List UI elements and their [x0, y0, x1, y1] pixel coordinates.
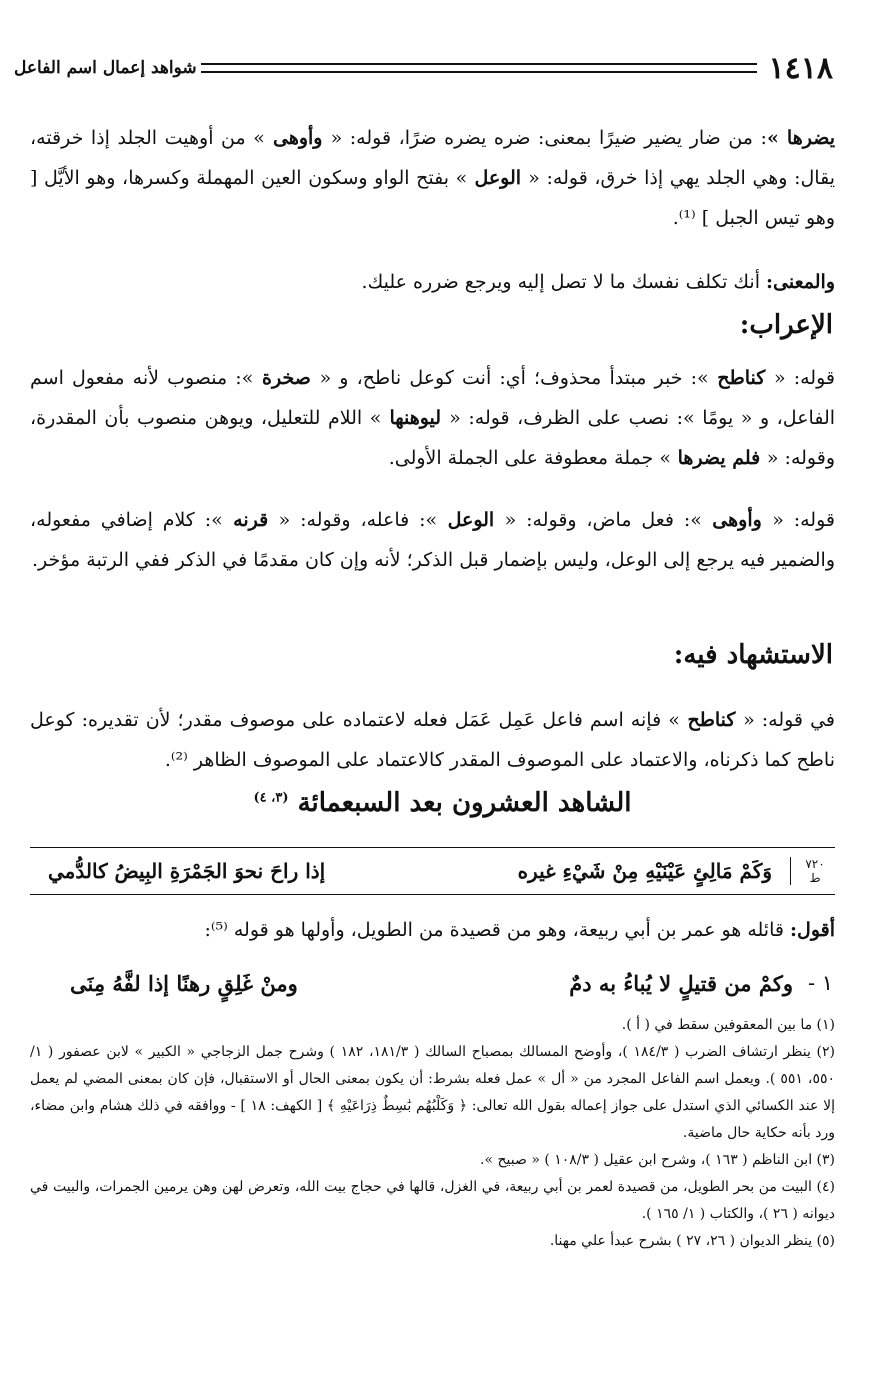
term: الوعل — [467, 167, 529, 189]
header-rule — [201, 63, 757, 73]
poem-line-number: ١ - — [807, 971, 833, 995]
verse-number — [790, 857, 835, 885]
aqul-text: قائله هو عمر بن أبي ربيعة، وهو من قصيدة من الطويل، وأولها هو قوله ⁽⁵⁾: — [204, 919, 790, 941]
text: »: كلام إضافي مفعوله، والضمير فيه يرجع إلى الوعل، وليس بإضمار قبل الذكر؛ لأنه وإن كان مقدمًا في الذكر ففي الرتبة مؤخر. — [30, 509, 835, 571]
text: قوله: « — [773, 367, 835, 389]
text: » اللام للتعليل، ويوهن منصوب بأن المقدرة، وقوله: « — [30, 407, 835, 469]
text: » بفتح الواو وسكون العين المهملة وكسرها، وهو الأيَّل [ وهو تيس الجبل ] ⁽¹⁾. — [30, 167, 835, 229]
text: : من ضار يضير ضيرًا بمعنى: ضره يضره ضرًا، قوله: « — [330, 127, 767, 149]
footnotes — [30, 1012, 835, 1255]
page-number: ١٤١٨ — [768, 50, 833, 86]
witness-title-text: الشاهد العشرون بعد السبعمائة — [297, 788, 632, 818]
footnote: (٣) ابن الناظم ( ١٦٣ )، وشرح ابن عقيل ( ١٠٨/٣ ) « صبيح ». — [480, 1152, 835, 1168]
poem-hemistich-second: ومنْ غَلِقٍ رهنًا إذا لفَّهُ مِنَى — [70, 970, 298, 996]
text: » من أوهيت الجلد إذا خرقته، يقال: وهي الجلد يهي إذا خرق، قوله: « — [30, 127, 835, 189]
hemistich-first: وَكَمْ مَالِئٍ عَيْنَيْهِ مِنْ شَيْءِ غيره — [517, 859, 772, 883]
term: ليوهنها — [381, 407, 450, 429]
irab-paragraph-2 — [30, 500, 835, 580]
footnote: (٢) ينظر ارتشاف الضرب ( ١٨٤/٣ )، وأوضح المسالك بمصباح السالك ( ١٨١/٣، ١٨٢ ) وشرح جمل الزجاجي « الكبير » لابن عصفور ( ١/ ٥٥٠، ٥٥١ ). ويعمل اسم الفاعل المجرد من « أل » عمل فعله بشرط: أن يكون بمعنى الحال أو الاستقبال، فإن كان بمعنى المضي لم يعمل إلا عند الكسائي الذي استدل على جواز إعماله بقول الله تعالى: ﴿ وَكَلْبُهُم بَٰسِطٌ ذِرَاعَيْهِ ﴾ [ الكهف: ١٨ ] - ووافقه في ذلك هشام وابن مضاء، ورد بأنه حكاية حال ماضية. — [30, 1044, 835, 1141]
text: »: خبر مبتدأ محذوف؛ أي: أنت كوعل ناطح، و « — [319, 367, 709, 389]
istishhad-paragraph — [30, 700, 835, 780]
running-header — [14, 48, 833, 88]
footnote: (٥) ينظر الديوان ( ٢٦، ٢٧ ) بشرح عبدأ علي مهنا. — [549, 1233, 835, 1249]
text: »: فاعله، وقوله: « — [278, 509, 438, 531]
witness-title-ref: (٣، ٤) — [253, 790, 289, 806]
footnote: (٤) البيت من بحر الطويل، من قصيدة لعمر بن أبي ربيعة، في الغزل، قالها في حجاج بيت الله، وتعرض لهن وهن يرمين الجمرات، والبيت في ديوانه ( ٢٦ )، والكتاب ( ١/ ١٦٥ ). — [30, 1179, 835, 1222]
term: قرنه — [222, 509, 279, 531]
meter-abbreviation: ط — [809, 871, 821, 885]
irab-heading: الإعراب: — [739, 310, 833, 340]
running-title: شواهد إعمال اسم الفاعل — [14, 58, 197, 78]
text: قوله: « — [772, 509, 835, 531]
term: صخرة — [253, 367, 320, 389]
term: يضرها » — [766, 127, 835, 149]
text: »: فعل ماض، وقوله: « — [504, 509, 702, 531]
text: » فإنه اسم فاعل عَمِل عَمَل فعله لاعتماده على موصوف مقدر؛ لأن تقديره: كوعل ناطح كما ذكرناه، والاعتماد على الموصوف المقدر كالاعتماد على الموصوف الظاهر ⁽²⁾. — [30, 709, 835, 771]
term: وأوهى — [264, 127, 331, 149]
poem-hemistich-first: وكمْ من قتيلٍ لا يُباءُ به دمٌ — [569, 970, 793, 996]
term: فلم يضرها — [670, 447, 767, 469]
term: الوعل — [437, 509, 505, 531]
text: » جملة معطوفة على الجملة الأولى. — [388, 447, 671, 469]
term: كناطح — [679, 709, 744, 731]
meaning-label: والمعنى: — [766, 271, 835, 293]
poem-line — [30, 963, 833, 1003]
text: في قوله: « — [743, 709, 835, 731]
irab-paragraph-1 — [30, 358, 835, 478]
verse-number-value: ٧٢٠ — [805, 857, 825, 871]
meaning-text: أنك تكلف نفسك ما لا تصل إليه ويرجع ضرره عليك. — [361, 271, 767, 293]
witness-verse — [30, 847, 835, 895]
intro-paragraph — [30, 118, 835, 238]
meaning-paragraph — [30, 262, 835, 302]
istishhad-heading: الاستشهاد فيه: — [673, 640, 833, 670]
text: »: منصوب لأنه مفعول اسم الفاعل، و « يومًا »: نصب على الظرف، قوله: « — [30, 367, 836, 429]
hemistich-second: إذا راحَ نحوَ الجَمْرَةِ البِيضُ كالدُّمي — [48, 859, 326, 883]
witness-title — [0, 788, 885, 818]
aqul-paragraph — [30, 910, 835, 950]
term: وأوهى — [701, 509, 773, 531]
footnote: (١) ما بين المعقوفين سقط في ( أ ). — [621, 1017, 835, 1033]
term: كناطح — [708, 367, 774, 389]
aqul-label: أقول: — [790, 919, 835, 941]
